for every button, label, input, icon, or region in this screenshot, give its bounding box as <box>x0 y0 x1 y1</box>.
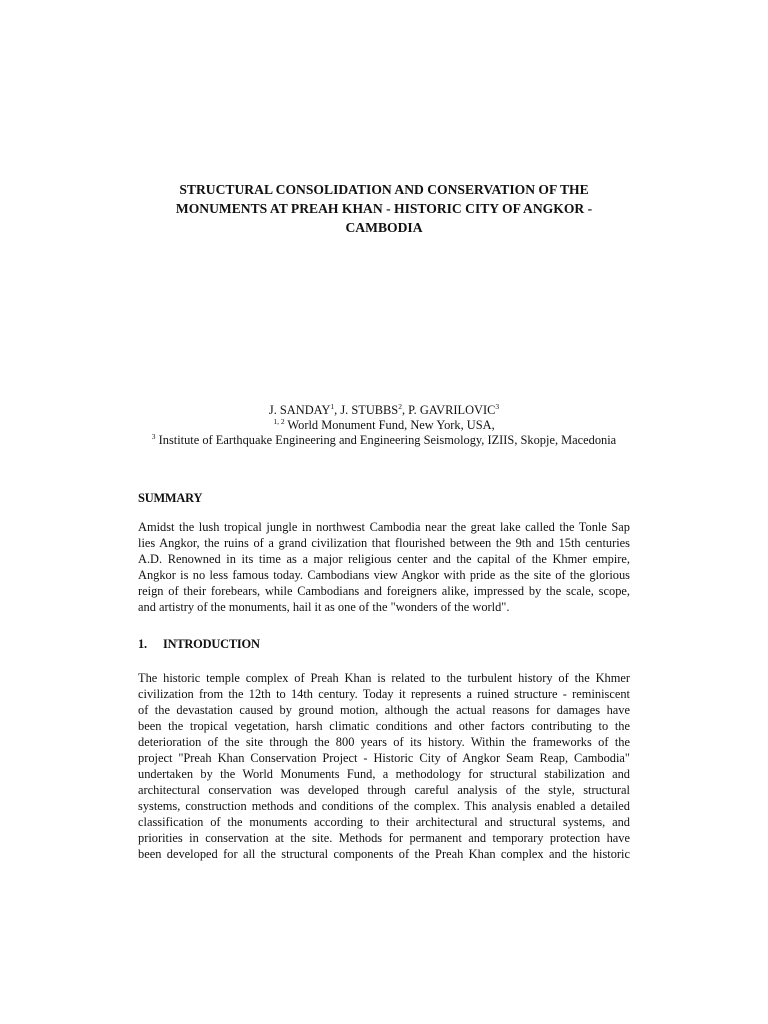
affiliation-line <box>60 433 708 448</box>
text-line: classification of the monuments according to their architectural and structural systems, and <box>138 815 630 829</box>
text-line: priorities in conservation at the site. Methods for permanent and temporary protection have <box>138 831 630 845</box>
text-line: Amidst the lush tropical jungle in northwest Cambodia near the great lake called the Tonle Sap <box>138 520 630 534</box>
affiliation-line <box>60 418 708 433</box>
summary-heading: SUMMARY <box>138 491 203 505</box>
summary-paragraph <box>138 519 630 615</box>
title-line: CAMBODIA <box>345 220 423 235</box>
text-line: The historic temple complex of Preah Khan is related to the turbulent history of the Khmer <box>138 671 630 685</box>
text-line: been developed for all the structural components of the Preah Khan complex and the historic <box>138 847 630 861</box>
author-superscript: 2 <box>398 401 402 411</box>
text-line: Angkor is no less famous today. Cambodians view Angkor with pride as the site of the glorious <box>138 568 630 582</box>
affiliation-text: Institute of Earthquake Engineering and Engineering Seismology, IZIIS, Skopje, Macedonia <box>155 433 617 447</box>
text-line: architectural conservation was developed through careful analysis of the style, structural <box>138 783 630 797</box>
section-number: 1. <box>138 637 147 651</box>
text-line: undertaken by the World Monuments Fund, a methodology for structural stabilization and <box>138 767 630 781</box>
affiliation-text: World Monument Fund, New York, USA, <box>284 418 495 432</box>
author-line <box>60 403 708 418</box>
text-line: reign of their forebears, while Cambodians and foreigners alike, impressed by the scale, scope, <box>138 584 630 598</box>
author-superscript: 3 <box>495 401 500 411</box>
text-line: of the devastation caused by ground motion, although the actual reasons for damages have <box>138 703 630 717</box>
text-line: A.D. Renowned in its time as a major religious center and the capital of the Khmer empire, <box>138 552 630 566</box>
text-line: project "Preah Khan Conservation Project - Historic City of Angkor Seam Reap, Cambodia" <box>138 751 630 765</box>
text-line: and artistry of the monuments, hail it as one of the "wonders of the world". <box>138 600 510 614</box>
author-name: , J. STUBBS <box>334 403 399 417</box>
author-superscript: 1 <box>330 401 335 411</box>
author-name: J. SANDAY <box>268 403 331 417</box>
text-line: lies Angkor, the ruins of a grand civilization that flourished between the 9th and 15th centuries <box>138 536 630 550</box>
introduction-paragraph <box>138 670 630 862</box>
section-title: INTRODUCTION <box>163 637 260 651</box>
title-line: STRUCTURAL CONSOLIDATION AND CONSERVATION OF THE <box>179 182 589 197</box>
introduction-heading <box>138 637 260 652</box>
text-line: systems, construction methods and conditions of the complex. This analysis enabled a detailed <box>138 799 630 813</box>
text-line: been the tropical vegetation, harsh climatic conditions and other factors contributing to the <box>138 719 630 733</box>
title-line: MONUMENTS AT PREAH KHAN - HISTORIC CITY OF ANGKOR - <box>175 201 593 216</box>
text-line: deterioration of the site through the 800 years of its history. Within the frameworks of the <box>138 735 630 749</box>
text-line: civilization from the 12th to 14th century. Today it represents a ruined structure - reminiscent <box>138 687 630 701</box>
author-block <box>60 403 708 448</box>
paper-title <box>130 180 638 237</box>
author-name: , P. GAVRILOVIC <box>401 403 496 417</box>
affiliation-superscript: 1, 2 <box>273 416 285 426</box>
affiliation-superscript: 3 <box>151 431 156 441</box>
